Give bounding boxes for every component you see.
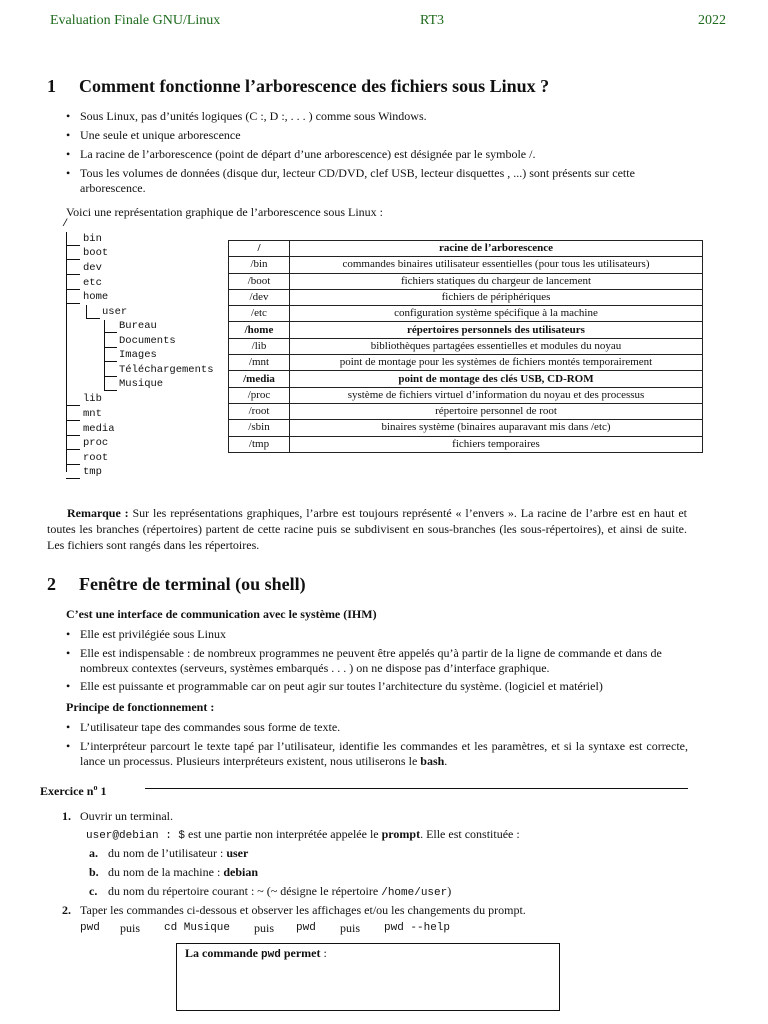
header-center: RT3 <box>420 13 445 28</box>
list-item: • L’utilisateur tape des commandes sous forme de texte. <box>66 720 688 735</box>
list-item: • L’interpréteur parcourt le texte tapé par l’utilisateur, identifie les commandes et les paramètres, et si la syntaxe est correcte, lance un processus. Plusieurs interpréteurs existent, nous utiliserons le bash. <box>66 739 688 769</box>
list-item: • Une seule et unique arborescence <box>66 128 702 143</box>
remark-text: Sur les représentations graphiques, l’arbre est toujours représenté « l’envers ». La racine de l’arbre est en haut et toutes les branches (répertoires) partent de cette racine puis se subdivisent en sous-branches (les sous-répertoires), et ainsi de suite. Les fichiers sont rangés dans les répertoires. <box>47 506 687 552</box>
table-cell-desc: répertoire personnel de root <box>290 403 703 419</box>
tree-branch <box>66 464 80 465</box>
tree-node: home <box>83 291 109 303</box>
table-row <box>229 371 703 387</box>
table-cell-desc: binaires système (binaires auparavant mis dans /etc) <box>290 420 703 436</box>
list-item: • Elle est puissante et programmable car on peut agir sur toutes l’architecture du système. (logiciel et matériel) <box>66 679 688 694</box>
tree-branch <box>86 318 100 319</box>
command: pwd --help <box>384 922 451 934</box>
tree-node: Téléchargements <box>119 364 214 376</box>
list-item: • Sous Linux, pas d’unités logiques (C :, D :, . . . ) comme sous Windows. <box>66 109 702 124</box>
section2-subtitle-ihm: C’est une interface de communication avec le système (IHM) <box>66 607 377 621</box>
exercise-rule <box>145 788 688 789</box>
tree-branch <box>66 259 80 260</box>
tree-node: root <box>83 452 109 464</box>
table-cell-dir: /etc <box>229 306 290 322</box>
tree-branch <box>104 390 117 391</box>
tree-branch <box>104 332 117 333</box>
tree-trunk <box>66 232 67 472</box>
tree-node: Documents <box>119 335 176 347</box>
tree-node: Musique <box>119 378 164 390</box>
section2-bullets <box>66 627 688 698</box>
remark-label: Remarque : <box>67 506 129 520</box>
prompt-line: user@debian : $ est une partie non interprétée appelée le prompt. Elle est constituée : <box>86 827 520 842</box>
tree-branch <box>66 435 80 436</box>
table-row <box>229 289 703 305</box>
tree-intro: Voici une représentation graphique de l’arborescence sous Linux : <box>66 205 384 219</box>
tree-branch <box>66 405 80 406</box>
tree-node: media <box>83 423 115 435</box>
table-cell-desc: point de montage pour les systèmes de fichiers montés temporairement <box>290 355 703 371</box>
list-item: • La racine de l’arborescence (point de départ d’une arborescence) est désignée par le symbole /. <box>66 147 702 162</box>
table-row <box>229 436 703 452</box>
command-separator: puis <box>340 921 361 935</box>
tree-trunk <box>104 320 105 390</box>
section1-number: 1 <box>47 76 56 96</box>
table-cell-desc: racine de l’arborescence <box>290 241 703 257</box>
tree-branch <box>104 376 117 377</box>
sub-a-label: a. <box>89 846 98 860</box>
table-row <box>229 387 703 403</box>
section2-number: 2 <box>47 574 56 594</box>
tree-branch <box>66 449 80 450</box>
table-cell-desc: bibliothèques partagées essentielles et modules du noyau <box>290 338 703 354</box>
tree-node: Images <box>119 349 157 361</box>
list-item: • Elle est indispensable : de nombreux programmes ne peuvent être appelés qu’à partir de la ligne de commande et dans de nombreux contextes (serveurs, systèmes embarqués . . . ) on ne dispose pas d’interface graphique. <box>66 646 688 676</box>
table-cell-dir: /sbin <box>229 420 290 436</box>
sub-b-label: b. <box>89 865 99 879</box>
answer-label: La commande pwd permet : <box>185 946 327 961</box>
item2-number: 2. <box>62 903 71 917</box>
list-item: • Tous les volumes de données (disque dur, lecteur CD/DVD, clef USB, lecteur disquettes , ...) sont présents sur cette arborescence. <box>66 166 702 196</box>
table-cell-desc: point de montage des clés USB, CD-ROM <box>290 371 703 387</box>
tree-branch <box>104 347 117 348</box>
table-cell-dir: /mnt <box>229 355 290 371</box>
tree-branch <box>66 274 80 275</box>
remark-paragraph <box>47 505 687 553</box>
table-row <box>229 306 703 322</box>
command-separator: puis <box>254 921 275 935</box>
tree-branch <box>66 420 80 421</box>
table-cell-dir: / <box>229 241 290 257</box>
tree-trunk <box>86 305 87 318</box>
tree-node: dev <box>83 262 102 274</box>
tree-node: user <box>102 306 128 318</box>
table-cell-dir: /media <box>229 371 290 387</box>
item1-number: 1. <box>62 809 71 823</box>
table-cell-desc: configuration système spécifique à la machine <box>290 306 703 322</box>
table-row <box>229 322 703 338</box>
table-row <box>229 273 703 289</box>
table-cell-desc: fichiers temporaires <box>290 436 703 452</box>
command: pwd <box>296 922 316 934</box>
directory-table <box>228 240 703 453</box>
tree-node: Bureau <box>119 320 157 332</box>
table-row <box>229 257 703 273</box>
table-cell-dir: /dev <box>229 289 290 305</box>
table-cell-desc: fichiers statiques du chargeur de lancement <box>290 273 703 289</box>
tree-node: lib <box>83 393 102 405</box>
tree-branch <box>104 361 117 362</box>
table-cell-desc: système de fichiers virtuel d’information du noyau et des processus <box>290 387 703 403</box>
table-cell-dir: /lib <box>229 338 290 354</box>
table-row <box>229 403 703 419</box>
item2-text: Taper les commandes ci-dessous et observer les affichages et/ou les changements du prompt. <box>80 903 526 917</box>
list-item: • Elle est privilégiée sous Linux <box>66 627 688 642</box>
tree-node: tmp <box>83 466 102 478</box>
table-cell-dir: /tmp <box>229 436 290 452</box>
tree-branch <box>66 303 80 304</box>
section2-principe-bullets <box>66 720 688 773</box>
table-cell-dir: /proc <box>229 387 290 403</box>
table-cell-desc: répertoires personnels des utilisateurs <box>290 322 703 338</box>
exercise-title: Exercice $n^o$ 1 <box>40 783 107 798</box>
tree-node: bin <box>83 233 102 245</box>
command: cd Musique <box>164 922 231 934</box>
table-row <box>229 420 703 436</box>
table-cell-desc: commandes binaires utilisateur essentielles (pour tous les utilisateurs) <box>290 257 703 273</box>
header-right: 2022 <box>698 13 726 28</box>
sub-c-label: c. <box>89 884 98 898</box>
header-left: Evaluation Finale GNU/Linux <box>50 13 221 28</box>
tree-node: mnt <box>83 408 102 420</box>
table-cell-dir: /home <box>229 322 290 338</box>
tree-node: boot <box>83 247 109 259</box>
table-row <box>229 355 703 371</box>
section2-subtitle-principe: Principe de fonctionnement : <box>66 700 215 714</box>
answer-box[interactable] <box>176 943 560 1011</box>
tree-branch <box>66 245 80 246</box>
table-row <box>229 241 703 257</box>
table-cell-dir: /boot <box>229 273 290 289</box>
command-separator: puis <box>120 921 141 935</box>
table-cell-dir: /bin <box>229 257 290 273</box>
sub-c-text: du nom du répertoire courant : ~ (~ désigne le répertoire /home/user) <box>108 884 452 899</box>
tree-node: etc <box>83 277 102 289</box>
tree-branch <box>66 478 80 479</box>
section2-title: Fenêtre de terminal (ou shell) <box>79 574 306 594</box>
section1-title: Comment fonctionne l’arborescence des fichiers sous Linux ? <box>79 76 550 96</box>
sub-a-text: du nom de l’utilisateur : user <box>108 846 249 860</box>
table-cell-desc: fichiers de périphériques <box>290 289 703 305</box>
table-cell-dir: /root <box>229 403 290 419</box>
command: pwd <box>80 922 100 934</box>
tree-node: proc <box>83 437 109 449</box>
tree-root: / <box>62 218 69 230</box>
tree-branch <box>66 289 80 290</box>
section1-bullets <box>66 109 702 200</box>
item1-text: Ouvrir un terminal. <box>80 809 173 823</box>
sub-b-text: du nom de la machine : debian <box>108 865 258 879</box>
table-row <box>229 338 703 354</box>
